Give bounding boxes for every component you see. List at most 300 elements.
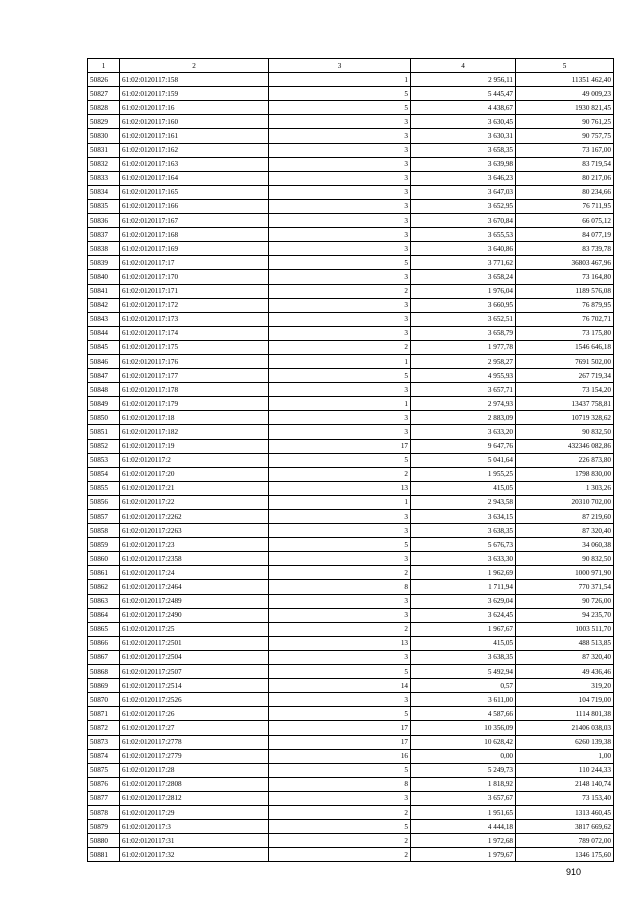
table-cell: 50835 (88, 199, 120, 213)
table-cell: 21406 038,03 (516, 721, 614, 735)
table-cell: 17 (269, 721, 411, 735)
table-cell: 3 (269, 650, 411, 664)
table-cell: 1 (269, 354, 411, 368)
table-cell: 61:02:0120117:176 (120, 354, 269, 368)
table-cell: 1930 821,45 (516, 101, 614, 115)
table-row (88, 763, 614, 777)
table-cell: 50832 (88, 157, 120, 171)
table-cell: 3 (269, 115, 411, 129)
table-cell: 50864 (88, 608, 120, 622)
table-cell: 61:02:0120117:29 (120, 805, 269, 819)
table-cell: 1 (269, 73, 411, 87)
table-cell: 1000 971,90 (516, 566, 614, 580)
table-cell: 50852 (88, 439, 120, 453)
table-cell: 76 711,95 (516, 199, 614, 213)
table-row (88, 411, 614, 425)
table-cell: 61:02:0120117:177 (120, 369, 269, 383)
table-cell: 50847 (88, 369, 120, 383)
table-cell: 17 (269, 735, 411, 749)
table-cell: 50842 (88, 298, 120, 312)
table-cell: 76 702,71 (516, 312, 614, 326)
table-cell: 50875 (88, 763, 120, 777)
table-cell: 61:02:0120117:28 (120, 763, 269, 777)
table-cell: 3 (269, 298, 411, 312)
table-cell: 61:02:0120117:3 (120, 820, 269, 834)
table-cell: 50872 (88, 721, 120, 735)
table-cell: 5 (269, 665, 411, 679)
table-cell: 87 219,60 (516, 510, 614, 524)
table-cell: 1114 801,38 (516, 707, 614, 721)
table-cell: 3 660,95 (411, 298, 516, 312)
table-cell: 1 711,94 (411, 580, 516, 594)
table-row (88, 820, 614, 834)
table-cell: 50877 (88, 791, 120, 805)
table-cell: 5 (269, 256, 411, 270)
column-header: 5 (516, 59, 614, 73)
table-cell: 3 (269, 791, 411, 805)
table-row (88, 665, 614, 679)
table-cell: 8 (269, 580, 411, 594)
table-cell: 50860 (88, 552, 120, 566)
table-row (88, 622, 614, 636)
table-cell: 1189 576,08 (516, 284, 614, 298)
table-cell: 50837 (88, 228, 120, 242)
table-row (88, 284, 614, 298)
table-cell: 50851 (88, 425, 120, 439)
table-row (88, 777, 614, 791)
table-row (88, 650, 614, 664)
data-table (87, 58, 614, 862)
table-cell: 50834 (88, 185, 120, 199)
table-cell: 61:02:0120117:21 (120, 481, 269, 495)
table-row (88, 228, 614, 242)
table-cell: 3 (269, 608, 411, 622)
table-cell: 50850 (88, 411, 120, 425)
table-cell: 5 (269, 87, 411, 101)
table-cell: 50833 (88, 171, 120, 185)
table-cell: 10719 328,62 (516, 411, 614, 425)
table-cell: 3 646,23 (411, 171, 516, 185)
table-cell: 2 (269, 340, 411, 354)
table-cell: 3 624,45 (411, 608, 516, 622)
table-row (88, 805, 614, 819)
table-cell: 50881 (88, 848, 120, 862)
table-row (88, 383, 614, 397)
table-cell: 3817 669,62 (516, 820, 614, 834)
table-cell: 432346 082,86 (516, 439, 614, 453)
table-cell: 61:02:0120117:2464 (120, 580, 269, 594)
table-cell: 789 072,00 (516, 834, 614, 848)
table-cell: 50843 (88, 312, 120, 326)
table-row (88, 510, 614, 524)
table-cell: 61:02:0120117:169 (120, 242, 269, 256)
table-cell: 50845 (88, 340, 120, 354)
table-cell: 61:02:0120117:167 (120, 214, 269, 228)
table-cell: 61:02:0120117:2501 (120, 636, 269, 650)
table-cell: 61:02:0120117:160 (120, 115, 269, 129)
table-cell: 50829 (88, 115, 120, 129)
table-cell: 2 958,27 (411, 354, 516, 368)
table-cell: 73 175,80 (516, 326, 614, 340)
table-cell: 61:02:0120117:159 (120, 87, 269, 101)
table-cell: 61:02:0120117:17 (120, 256, 269, 270)
table-cell: 61:02:0120117:182 (120, 425, 269, 439)
table-cell: 73 167,00 (516, 143, 614, 157)
table-cell: 5 (269, 763, 411, 777)
table-row (88, 312, 614, 326)
table-cell: 11351 462,40 (516, 73, 614, 87)
table-cell: 50836 (88, 214, 120, 228)
table-cell: 50874 (88, 749, 120, 763)
table-cell: 76 879,95 (516, 298, 614, 312)
table-cell: 61:02:0120117:24 (120, 566, 269, 580)
table-cell: 66 075,12 (516, 214, 614, 228)
table-cell: 110 244,33 (516, 763, 614, 777)
table-row (88, 214, 614, 228)
column-header: 1 (88, 59, 120, 73)
table-cell: 1 977,78 (411, 340, 516, 354)
table-cell: 61:02:0120117:2262 (120, 510, 269, 524)
table-cell: 17 (269, 439, 411, 453)
table-cell: 87 320,40 (516, 524, 614, 538)
table-cell: 2 (269, 622, 411, 636)
table-cell: 3 (269, 157, 411, 171)
table-cell: 61:02:0120117:2263 (120, 524, 269, 538)
table-cell: 50846 (88, 354, 120, 368)
table-cell: 3 (269, 270, 411, 284)
table-cell: 1 967,67 (411, 622, 516, 636)
table-cell: 3 652,95 (411, 199, 516, 213)
table-cell: 61:02:0120117:2490 (120, 608, 269, 622)
table-cell: 3 (269, 425, 411, 439)
table-row (88, 749, 614, 763)
table-cell: 50869 (88, 679, 120, 693)
table-row (88, 693, 614, 707)
table-cell: 80 234,66 (516, 185, 614, 199)
table-cell: 1 303,26 (516, 481, 614, 495)
table-cell: 5 (269, 707, 411, 721)
table-cell: 61:02:0120117:2 (120, 453, 269, 467)
table-cell: 1546 646,18 (516, 340, 614, 354)
table-cell: 2 (269, 848, 411, 862)
table-cell: 5 445,47 (411, 87, 516, 101)
table-cell: 3 (269, 693, 411, 707)
table-cell: 3 657,71 (411, 383, 516, 397)
table-cell: 61:02:0120117:166 (120, 199, 269, 213)
table-cell: 61:02:0120117:178 (120, 383, 269, 397)
table-cell: 3 658,35 (411, 143, 516, 157)
table-cell: 87 320,40 (516, 650, 614, 664)
table-cell: 61:02:0120117:179 (120, 397, 269, 411)
table-row (88, 369, 614, 383)
table-cell: 61:02:0120117:168 (120, 228, 269, 242)
table-cell: 50863 (88, 594, 120, 608)
table-row (88, 566, 614, 580)
table-cell: 61:02:0120117:171 (120, 284, 269, 298)
table-cell: 1003 511,70 (516, 622, 614, 636)
table-cell: 1 955,25 (411, 467, 516, 481)
table-cell: 5 (269, 453, 411, 467)
table-cell: 61:02:0120117:25 (120, 622, 269, 636)
table-row (88, 397, 614, 411)
table-cell: 50862 (88, 580, 120, 594)
table-row (88, 157, 614, 171)
table-cell: 319,20 (516, 679, 614, 693)
table-cell: 50853 (88, 453, 120, 467)
table-cell: 3 (269, 594, 411, 608)
table-row (88, 242, 614, 256)
table-cell: 1798 830,00 (516, 467, 614, 481)
table-cell: 5 249,73 (411, 763, 516, 777)
table-cell: 50880 (88, 834, 120, 848)
table-cell: 3 652,51 (411, 312, 516, 326)
table-row (88, 129, 614, 143)
table-cell: 61:02:0120117:161 (120, 129, 269, 143)
table-cell: 50878 (88, 805, 120, 819)
table-cell: 9 647,76 (411, 439, 516, 453)
table-cell: 8 (269, 777, 411, 791)
table-cell: 61:02:0120117:2779 (120, 749, 269, 763)
table-cell: 5 492,94 (411, 665, 516, 679)
table-cell: 50861 (88, 566, 120, 580)
table-cell: 61:02:0120117:2778 (120, 735, 269, 749)
table-cell: 2 883,09 (411, 411, 516, 425)
table-cell: 3 630,45 (411, 115, 516, 129)
table-cell: 61:02:0120117:20 (120, 467, 269, 481)
table-cell: 61:02:0120117:2507 (120, 665, 269, 679)
table-cell: 3 638,35 (411, 524, 516, 538)
table-cell: 50827 (88, 87, 120, 101)
table-cell: 50840 (88, 270, 120, 284)
table-cell: 3 (269, 171, 411, 185)
table-cell: 14 (269, 679, 411, 693)
table-cell: 61:02:0120117:2358 (120, 552, 269, 566)
table-row (88, 425, 614, 439)
table-cell: 3 (269, 214, 411, 228)
table-row (88, 270, 614, 284)
table-cell: 61:02:0120117:22 (120, 495, 269, 509)
table-cell: 1 962,69 (411, 566, 516, 580)
table-cell: 3 638,35 (411, 650, 516, 664)
table-row (88, 834, 614, 848)
table-cell: 3 (269, 312, 411, 326)
table-cell: 61:02:0120117:2808 (120, 777, 269, 791)
table-cell: 61:02:0120117:175 (120, 340, 269, 354)
table-cell: 5 (269, 820, 411, 834)
table-row (88, 326, 614, 340)
table-cell: 3 (269, 228, 411, 242)
table-cell: 49 436,46 (516, 665, 614, 679)
table-cell: 61:02:0120117:31 (120, 834, 269, 848)
table-cell: 3 657,67 (411, 791, 516, 805)
table-body (88, 73, 614, 862)
table-cell: 2 943,58 (411, 495, 516, 509)
table-cell: 61:02:0120117:26 (120, 707, 269, 721)
table-cell: 770 371,54 (516, 580, 614, 594)
table-cell: 5 (269, 538, 411, 552)
table-cell: 50838 (88, 242, 120, 256)
table-row (88, 524, 614, 538)
table-cell: 50870 (88, 693, 120, 707)
table-row (88, 580, 614, 594)
table-cell: 2148 140,74 (516, 777, 614, 791)
page-number: 910 (566, 867, 582, 877)
table-cell: 50859 (88, 538, 120, 552)
table-cell: 83 719,54 (516, 157, 614, 171)
table-row (88, 256, 614, 270)
table-cell: 50828 (88, 101, 120, 115)
table-row (88, 848, 614, 862)
table-cell: 3 630,31 (411, 129, 516, 143)
table-row (88, 552, 614, 566)
table-cell: 13 (269, 636, 411, 650)
table-cell: 50868 (88, 665, 120, 679)
table-cell: 34 060,38 (516, 538, 614, 552)
table-cell: 50849 (88, 397, 120, 411)
table-row (88, 481, 614, 495)
table-cell: 1346 175,60 (516, 848, 614, 862)
table-cell: 2 (269, 284, 411, 298)
table-cell: 2 (269, 467, 411, 481)
table-cell: 3 658,79 (411, 326, 516, 340)
table-row (88, 340, 614, 354)
table-cell: 3 (269, 242, 411, 256)
table-row (88, 495, 614, 509)
column-header: 4 (411, 59, 516, 73)
table-row (88, 185, 614, 199)
table-cell: 13437 758,81 (516, 397, 614, 411)
table-cell: 3 629,04 (411, 594, 516, 608)
table-cell: 61:02:0120117:162 (120, 143, 269, 157)
table-cell: 3 771,62 (411, 256, 516, 270)
table-cell: 3 634,15 (411, 510, 516, 524)
table-row (88, 735, 614, 749)
table-row (88, 594, 614, 608)
table-cell: 267 719,34 (516, 369, 614, 383)
table-cell: 61:02:0120117:2514 (120, 679, 269, 693)
table-cell: 61:02:0120117:23 (120, 538, 269, 552)
table-cell: 90 761,25 (516, 115, 614, 129)
table-cell: 3 639,98 (411, 157, 516, 171)
table-cell: 4 438,67 (411, 101, 516, 115)
header-row (88, 59, 614, 73)
table-cell: 415,05 (411, 481, 516, 495)
table-cell: 61:02:0120117:32 (120, 848, 269, 862)
table-cell: 73 164,80 (516, 270, 614, 284)
table-cell: 2 956,11 (411, 73, 516, 87)
table-cell: 50855 (88, 481, 120, 495)
table-cell: 94 235,70 (516, 608, 614, 622)
table-cell: 50856 (88, 495, 120, 509)
table-cell: 1313 460,45 (516, 805, 614, 819)
table-cell: 61:02:0120117:163 (120, 157, 269, 171)
table-cell: 50871 (88, 707, 120, 721)
table-cell: 10 628,42 (411, 735, 516, 749)
table-cell: 5 676,73 (411, 538, 516, 552)
table-cell: 61:02:0120117:173 (120, 312, 269, 326)
table-cell: 5 (269, 101, 411, 115)
table-cell: 61:02:0120117:16 (120, 101, 269, 115)
table-row (88, 453, 614, 467)
table-cell: 2 (269, 805, 411, 819)
table-cell: 50844 (88, 326, 120, 340)
table-cell: 50858 (88, 524, 120, 538)
table-cell: 3 658,24 (411, 270, 516, 284)
table-cell: 61:02:0120117:19 (120, 439, 269, 453)
table-cell: 73 154,20 (516, 383, 614, 397)
table-cell: 0,00 (411, 749, 516, 763)
table-cell: 226 873,80 (516, 453, 614, 467)
table-cell: 50848 (88, 383, 120, 397)
table-cell: 3 (269, 552, 411, 566)
table-cell: 5 (269, 369, 411, 383)
table-cell: 50841 (88, 284, 120, 298)
table-row (88, 87, 614, 101)
table-cell: 61:02:0120117:2504 (120, 650, 269, 664)
table-cell: 50865 (88, 622, 120, 636)
table-cell: 16 (269, 749, 411, 763)
table-cell: 61:02:0120117:2812 (120, 791, 269, 805)
table-cell: 3 (269, 510, 411, 524)
table-cell: 3 640,86 (411, 242, 516, 256)
table-cell: 49 009,23 (516, 87, 614, 101)
table-cell: 50839 (88, 256, 120, 270)
table-cell: 61:02:0120117:2526 (120, 693, 269, 707)
table-cell: 50876 (88, 777, 120, 791)
table-cell: 10 356,09 (411, 721, 516, 735)
table-cell: 61:02:0120117:164 (120, 171, 269, 185)
table-cell: 50857 (88, 510, 120, 524)
table-row (88, 143, 614, 157)
table-cell: 3 633,20 (411, 425, 516, 439)
table-cell: 1 979,67 (411, 848, 516, 862)
table-cell: 2 (269, 566, 411, 580)
table-row (88, 354, 614, 368)
table-cell: 61:02:0120117:165 (120, 185, 269, 199)
table-cell: 13 (269, 481, 411, 495)
table-cell: 50867 (88, 650, 120, 664)
table-cell: 4 955,93 (411, 369, 516, 383)
table-cell: 3 (269, 411, 411, 425)
table-row (88, 721, 614, 735)
table-row (88, 101, 614, 115)
table-cell: 3 633,30 (411, 552, 516, 566)
table-row (88, 538, 614, 552)
table-cell: 50854 (88, 467, 120, 481)
table-cell: 36803 467,96 (516, 256, 614, 270)
table-cell: 90 726,00 (516, 594, 614, 608)
table-cell: 3 (269, 143, 411, 157)
table-cell: 61:02:0120117:174 (120, 326, 269, 340)
table-cell: 4 444,18 (411, 820, 516, 834)
table-cell: 90 832,50 (516, 425, 614, 439)
table-cell: 50873 (88, 735, 120, 749)
table-row (88, 171, 614, 185)
table-row (88, 73, 614, 87)
table-row (88, 636, 614, 650)
table-row (88, 608, 614, 622)
table-row (88, 199, 614, 213)
table-cell: 1 972,68 (411, 834, 516, 848)
table-row (88, 791, 614, 805)
table-cell: 90 832,50 (516, 552, 614, 566)
table-cell: 20310 702,00 (516, 495, 614, 509)
table-cell: 1 (269, 495, 411, 509)
column-header: 3 (269, 59, 411, 73)
table-row (88, 439, 614, 453)
table-row (88, 298, 614, 312)
table-cell: 3 (269, 185, 411, 199)
